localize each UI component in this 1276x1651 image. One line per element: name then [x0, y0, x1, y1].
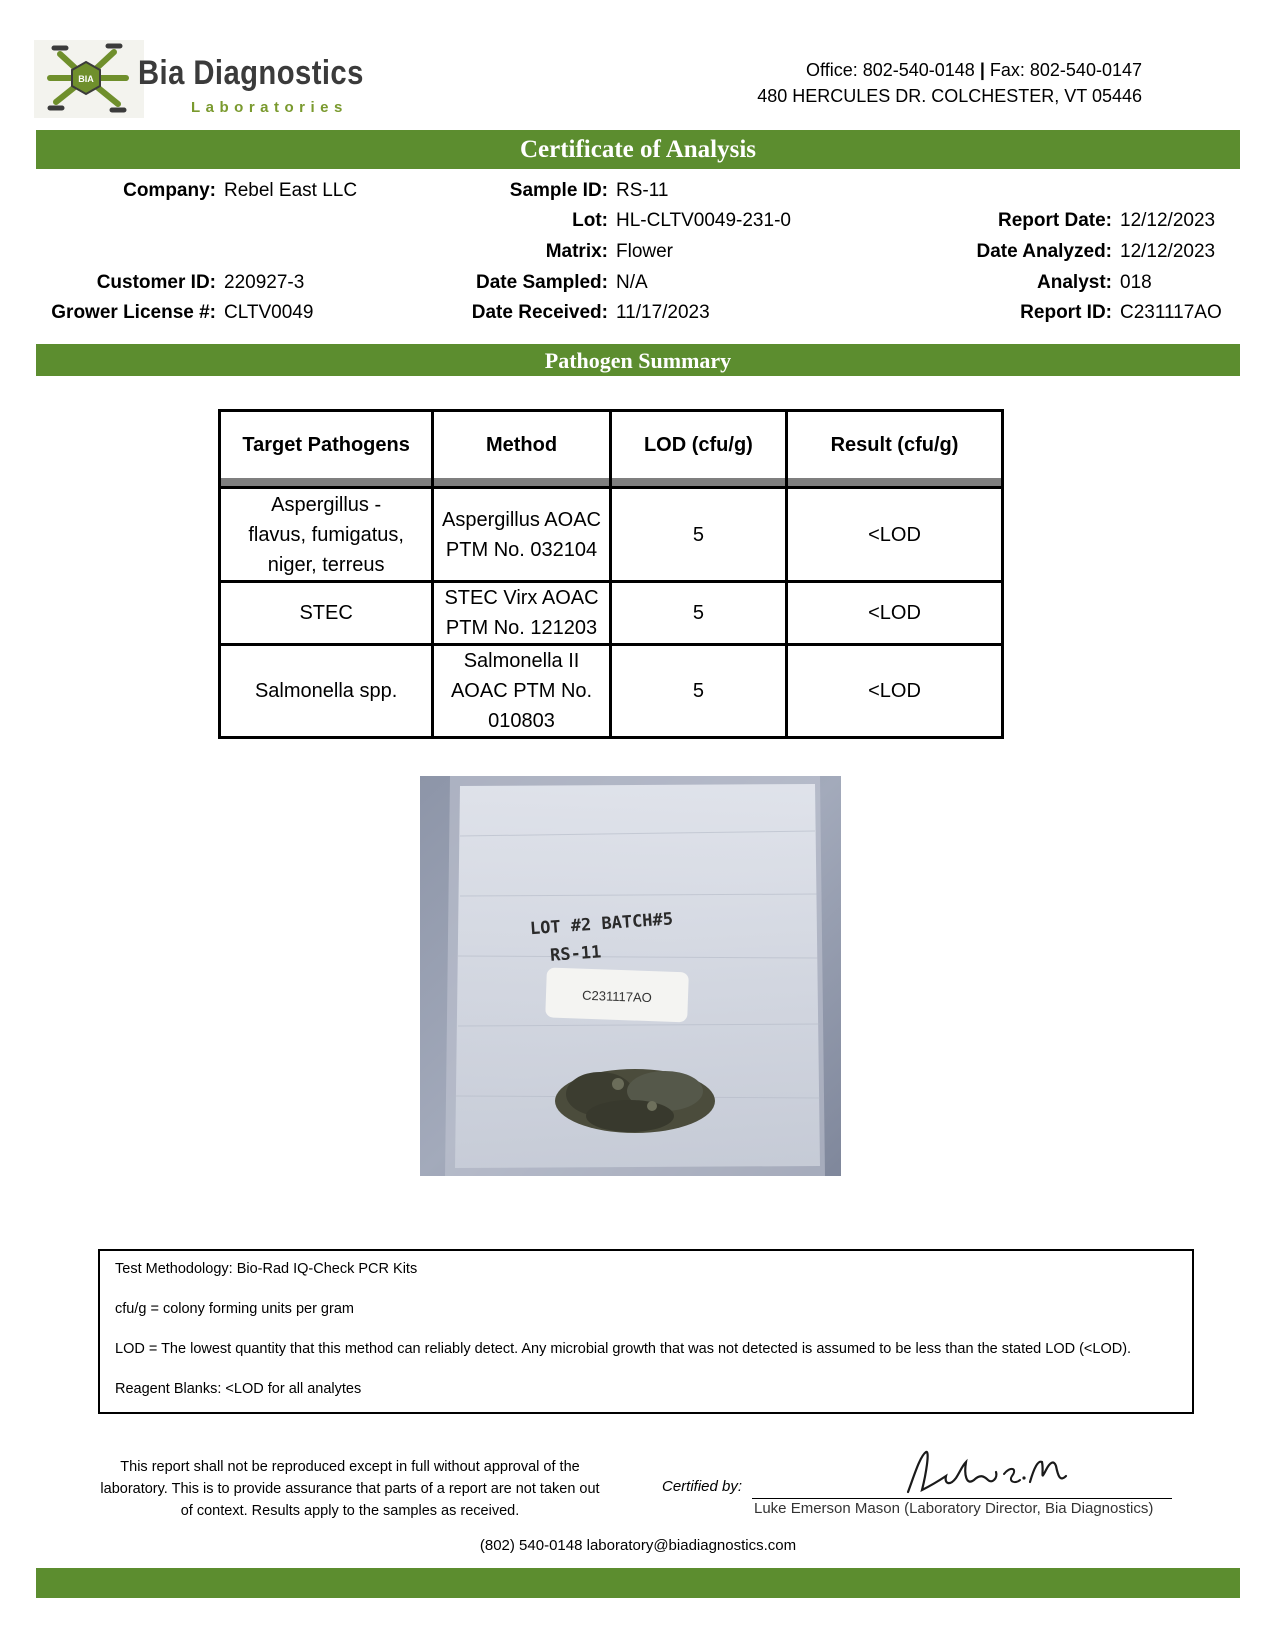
test-methodology-note: Test Methodology: Bio-Rad IQ-Check PCR Kits	[115, 1261, 418, 1277]
pathogen-line: niger, terreus	[267, 553, 385, 576]
method-line: Salmonella II	[463, 650, 580, 672]
table-row	[220, 582, 1003, 645]
handwritten-lot-batch: LOT #2 BATCH#5	[529, 909, 674, 940]
hexagon-molecule-logo-icon	[34, 40, 144, 118]
table-row	[220, 645, 1003, 738]
handwritten-sample-id: RS-11	[549, 942, 602, 966]
date-analyzed-label: Date Analyzed:	[976, 241, 1112, 262]
company-label: Company:	[123, 180, 216, 201]
sticker-report-id: C231117AO	[581, 987, 653, 1006]
column-header-lod: LOD (cfu/g)	[610, 411, 786, 479]
pathogen-line: Salmonella spp.	[254, 680, 398, 702]
lab-address: 480 HERCULES DR. COLCHESTER, VT 05446	[757, 86, 1142, 106]
result-cell: <LOD	[787, 582, 1003, 645]
logo-name: Bia Diagnostics	[138, 54, 364, 92]
lot-value: HL-CLTV0049-231-0	[616, 210, 791, 231]
certificate-title-band: Certificate of Analysis	[36, 130, 1240, 169]
table-row	[220, 488, 1003, 582]
pathogen-line: Aspergillus -	[271, 493, 382, 516]
grower-license-label: Grower License #:	[51, 302, 216, 323]
lod-cell: 5	[610, 582, 786, 645]
sample-id-value: RS-11	[616, 180, 669, 201]
report-date-value: 12/12/2023	[1120, 210, 1216, 231]
report-id-label: Report ID:	[1020, 302, 1112, 323]
report-date-label: Report Date:	[997, 210, 1112, 231]
customer-id-value: 220927-3	[224, 272, 305, 293]
cfu-definition-note: cfu/g = colony forming units per gram	[115, 1301, 354, 1317]
pathogen-cell	[220, 582, 433, 645]
lod-cell: 5	[610, 488, 786, 582]
analyst-value: 018	[1120, 272, 1152, 293]
lot-label: Lot:	[572, 210, 608, 231]
analyst-label: Analyst:	[1037, 272, 1112, 293]
customer-id-label: Customer ID:	[96, 272, 216, 293]
date-received-value: 11/17/2023	[616, 302, 710, 323]
signatory-name: Luke Emerson Mason (Laboratory Director, Bia Diagnostics)	[754, 1500, 1154, 1517]
pathogen-line: STEC	[299, 602, 353, 624]
pathogen-line: flavus, fumigatus,	[248, 523, 404, 546]
pathogen-summary-table	[218, 409, 1004, 739]
sample-photo	[420, 776, 841, 1176]
footer-phone: (802) 540-0148	[479, 1537, 583, 1554]
date-sampled-value: N/A	[616, 272, 648, 293]
pathogen-summary-band: Pathogen Summary	[36, 344, 1240, 376]
method-cell	[433, 645, 611, 738]
signature-line	[752, 1498, 1172, 1499]
method-line: 010803	[488, 710, 555, 732]
contact-phone-fax	[806, 60, 1142, 81]
method-line: STEC Virx AOAC	[444, 587, 599, 609]
footer-contact	[0, 1537, 1276, 1554]
reagent-blanks-note: Reagent Blanks: <LOD for all analytes	[115, 1381, 362, 1397]
method-line: PTM No. 121203	[445, 617, 598, 639]
flower-sample	[555, 1069, 715, 1133]
lod-cell: 5	[610, 645, 786, 738]
pathogen-cell	[220, 488, 433, 582]
certified-by-label: Certified by:	[662, 1478, 743, 1495]
grower-license-value: CLTV0049	[224, 302, 314, 323]
header-separator-row	[220, 478, 1003, 488]
date-sampled-label: Date Sampled:	[476, 272, 608, 293]
method-line: Aspergillus AOAC	[442, 508, 601, 531]
result-cell: <LOD	[787, 488, 1003, 582]
matrix-value: Flower	[616, 241, 674, 262]
office-phone: Office: 802-540-0148	[806, 60, 975, 80]
footer-band	[36, 1568, 1240, 1598]
result-cell: <LOD	[787, 645, 1003, 738]
notes-box	[98, 1249, 1194, 1414]
company-value: Rebel East LLC	[224, 180, 358, 201]
method-cell	[433, 582, 611, 645]
fax-number: Fax: 802-540-0147	[989, 60, 1142, 80]
column-header-method: Method	[433, 411, 611, 479]
disclaimer-line: of context. Results apply to the samples as received.	[180, 1503, 520, 1519]
pathogen-cell	[220, 645, 433, 738]
sample-id-label: Sample ID:	[509, 180, 608, 201]
footer-email[interactable]: laboratory@biadiagnostics.com	[586, 1537, 797, 1554]
disclaimer	[70, 1456, 630, 1522]
column-header-result: Result (cfu/g)	[787, 411, 1003, 479]
column-header-target-pathogens: Target Pathogens	[220, 411, 433, 479]
method-line: PTM No. 032104	[445, 538, 598, 561]
table-header-row	[220, 411, 1003, 479]
disclaimer-line: laboratory. This is to provide assurance that parts of a report are not taken out	[100, 1481, 600, 1497]
logo-badge-text: BIA	[78, 74, 94, 84]
disclaimer-line: This report shall not be reproduced except in full without approval of the	[120, 1459, 580, 1475]
date-analyzed-value: 12/12/2023	[1120, 241, 1216, 262]
method-cell	[433, 488, 611, 582]
report-id-value: C231117AO	[1120, 302, 1222, 323]
sample-label-sticker	[545, 967, 689, 1022]
matrix-label: Matrix:	[545, 241, 608, 262]
date-received-label: Date Received:	[471, 302, 608, 323]
director-signature	[900, 1446, 1070, 1500]
logo-subtitle: Laboratories	[191, 99, 348, 116]
method-line: AOAC PTM No.	[450, 680, 593, 702]
lod-definition-note: LOD = The lowest quantity that this method can reliably detect. Any microbial growth that was not detected is assumed to be less than the stated LOD (<LOD).	[115, 1341, 1132, 1357]
contact-separator: |	[979, 60, 985, 80]
